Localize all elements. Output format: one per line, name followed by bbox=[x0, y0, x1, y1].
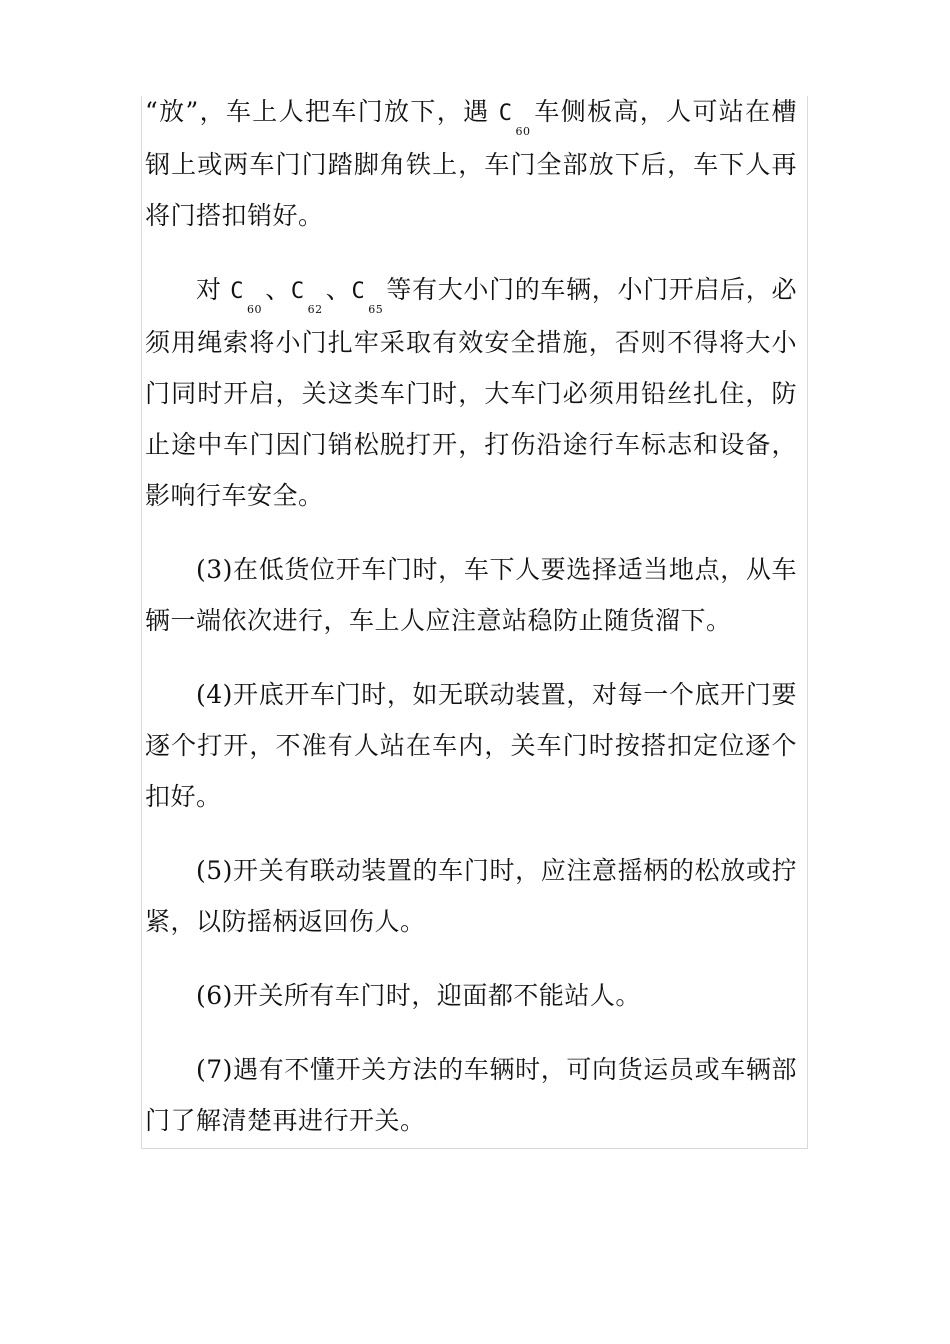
paragraph-3: (3)在低货位开车门时，车下人要选择适当地点，从车辆一端依次进行，车上人应注意站稳防止随货溜下。 bbox=[145, 555, 797, 635]
car-model-label: C bbox=[351, 279, 366, 304]
document-body bbox=[145, 86, 797, 1169]
paragraph-2-text-a: 对 bbox=[196, 275, 231, 304]
paragraph-1 bbox=[145, 86, 797, 241]
paragraph-2-text-b: 等有大小门的车辆，小门开启后，必须用绳索将小门扎牢采取有效安全措施，否则不得将大小门同时开启，关这类车门时，大车门必须用铅丝扎住，防止途中车门因门销松脱打开，打伤沿途行车标志和设备，影响行车安全。 bbox=[145, 275, 797, 510]
car-model-subscript: 60 bbox=[247, 303, 263, 316]
car-model-subscript: 65 bbox=[368, 303, 384, 316]
paragraph-2 bbox=[145, 264, 797, 521]
paragraph-4: (4)开底开车门时，如无联动装置，对每一个底开门要逐个打开，不准有人站在车内，关车门时按搭扣定位逐个扣好。 bbox=[145, 680, 797, 811]
paragraph-1-text-a: “放”，车上人把车门放下，遇 bbox=[145, 97, 499, 126]
paragraph-6: (6)开关所有车门时，迎面都不能站人。 bbox=[196, 981, 641, 1010]
car-model-label: C bbox=[230, 279, 245, 304]
paragraph-5: (5)开关有联动装置的车门时，应注意摇柄的松放或拧紧，以防摇柄返回伤人。 bbox=[145, 856, 797, 936]
separator: 、 bbox=[265, 275, 291, 304]
car-model-subscript: 60 bbox=[515, 125, 531, 138]
car-model-subscript: 62 bbox=[307, 303, 323, 316]
car-model-label: C bbox=[290, 279, 305, 304]
car-model-label: C bbox=[498, 101, 513, 126]
paragraph-1-text-b: 车侧板高，人可站在槽钢上或两车门门踏脚角铁上，车门全部放下后，车下人再将门搭扣销好。 bbox=[145, 97, 797, 230]
paragraph-7: (7)遇有不懂开关方法的车辆时，可向货运员或车辆部门了解清楚再进行开关。 bbox=[145, 1055, 797, 1135]
separator: 、 bbox=[325, 275, 352, 304]
